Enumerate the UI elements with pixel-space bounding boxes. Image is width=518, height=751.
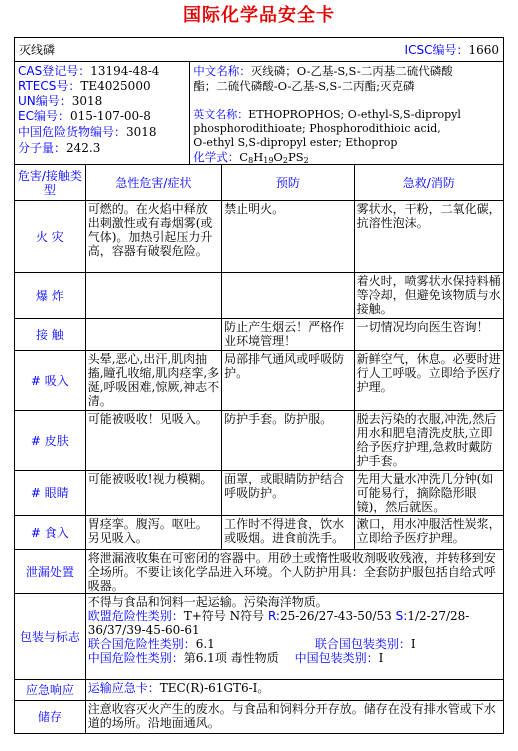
name-row — [15, 38, 503, 61]
table-row: # 皮肤 可能被吸收！见吸入。 防护手套。防护服。 脱去污染的衣服,冲洗,然后用水和肥皂清洗皮肤,立即给予医疗护理,急救时戴防护手套。 — [15, 410, 503, 470]
rtecs-number: TE4025000 — [80, 79, 151, 93]
emergency-label: 应急响应 — [25, 683, 74, 697]
header-prevention: 预防 — [221, 165, 353, 200]
table-row: 接 触 防止产生烟云！严格作业环境管理！ 一切情况均向医生咨询！ — [15, 318, 503, 350]
eu-symbols: T+符号 N符号 — [183, 609, 268, 623]
names-block: 中文名称：灭线磷；O-乙基-S,S-二丙基二硫代磷酸 酯；二硫代磷酸-O-乙基-S,S-二丙酯;灭克磷 英文名称：ETHOPROPHOS; O-ethyl-S,S-dipropyl phosphorodithioate; Phosphorodithioic acid, O-ethyl S,S-dipropyl ester; Ethoprop 化学式：$C_8H_{19}O_2PS_2$ — [189, 62, 503, 164]
storage-text: 注意收容灭火产生的废水。与食品和饲料分开存放。储存在没有排水管或下水道的场所。沿地面通风。 — [85, 701, 503, 733]
transport-emergency-card: TEC(R)-61GT6-I。 — [159, 681, 270, 695]
un-packing-group: I — [410, 637, 416, 651]
safety-card-table — [14, 37, 504, 734]
identifiers-row — [15, 61, 503, 164]
table-header — [15, 164, 503, 200]
r-phrases: 25-26/27-43-50/53 — [279, 609, 396, 623]
table-row: # 吸入 头晕,恶心,出汗,肌肉抽搐,瞳孔收缩,肌肉痉挛,多涎,呼吸困难,惊厥,神志不清。 局部排气通风或呼吸防护。 新鲜空气，休息。必要时进行人工呼吸。立即给予医疗护理。 — [15, 350, 503, 410]
chemical-name: 灭线磷 — [19, 42, 56, 57]
row-type-skin: # 皮肤 — [30, 433, 69, 448]
packaging-label: 包装与标志 — [19, 629, 80, 644]
s-phrases: 1/2-27/28-36/37/39-45-60-61 — [87, 609, 470, 637]
china-dangerous-goods-number: 3018 — [126, 125, 157, 139]
english-name-line1: ETHOPROPHOS; O-ethyl-S,S-dipropyl — [248, 108, 461, 121]
row-type-fire: 火 灾 — [35, 229, 64, 244]
row-type-inhalation: # 吸入 — [30, 373, 69, 388]
un-number: 3018 — [71, 94, 103, 108]
china-hazard-class: 第6.1项 毒性物质 — [183, 651, 279, 665]
row-type-eyes: # 眼睛 — [30, 486, 69, 500]
icsc-label: ICSC编号： — [404, 42, 469, 57]
chinese-name-line2: 酯；二硫代磷酸-O-乙基-S,S-二丙酯;灭克磷 — [193, 79, 415, 93]
packaging-details: 不得与食品和饲料一起运输。污染海洋物质。 欧盟危险性类别：T+符号 N符号 R:25-26/27-43-50/53 S:1/2-27/28-36/37/39-45-60-61 联合国危险性类别：6.1 联合国包装类别：I 中国危险性类别：第6.1项 毒性物质 中国包装类别：I — [85, 594, 503, 679]
cas-number: 13194-48-4 — [90, 64, 160, 78]
leak-text: 将泄漏液收集在可密闭的容器中。用砂土或惰性吸收剂吸收残液，并转移到安全场所。不要让该化学品进入环境。个人防护用具：全套防护服包括自给式呼吸器。 — [85, 550, 503, 593]
packaging-row — [15, 593, 503, 679]
table-row: 爆 炸 着火时，喷雾状水保持料桶等冷却，但避免该物质与水接触。 — [15, 272, 503, 318]
header-hazard: 急性危害/症状 — [85, 165, 221, 200]
row-type-explosion: 爆 炸 — [35, 288, 64, 303]
leak-label: 泄漏处置 — [25, 564, 74, 579]
header-first-aid: 急救/消防 — [354, 165, 503, 200]
molecular-weight: 242.3 — [66, 141, 101, 155]
row-type-contact: 接 触 — [35, 327, 64, 342]
chemical-formula: 化学式：$C_8H_{19}O_2PS_2$ — [193, 150, 309, 164]
identifier-list: CAS登记号：13194-48-4 RTECS号：TE4025000 UN编号：3018 EC编号：015-107-00-8 中国危险货物编号：3018 分子量：242.3 — [18, 64, 160, 155]
table-row: # 眼睛 可能被吸收!视力模糊。 面罩，或眼睛防护结合呼吸防护。 先用大量水冲洗几分钟(如可能易行，摘除隐形眼镜)，然后就医。 — [15, 470, 503, 515]
english-name-line2: phosphorodithioate; Phosphorodithioic acid, — [193, 122, 441, 135]
emergency-row: 应急响应 运输应急卡：TEC(R)-61GT6-I。 — [15, 679, 503, 700]
table-row: 火 灾 可燃的。在火焰中释放出刺激性或有毒烟雾(或气体)。加热引起压力升高，容器有破裂危险。 禁止明火。 雾状水，干粉，二氧化碳，抗溶性泡沫。 — [15, 200, 503, 272]
card-title: 国际化学品安全卡 — [183, 5, 335, 26]
icsc-value: 1660 — [468, 42, 499, 57]
row-type-ingestion: # 食入 — [30, 525, 69, 540]
china-packing-group: I — [378, 651, 384, 665]
header-type: 危害/接触类型 — [17, 168, 82, 197]
chinese-name-line1: 灭线磷；O-乙基-S,S-二丙基二硫代磷酸 — [250, 64, 453, 78]
storage-label: 储存 — [37, 710, 62, 724]
leak-row — [15, 549, 503, 593]
un-hazard-class: 6.1 — [195, 637, 215, 651]
english-name-line3: O-ethyl S,S-dipropyl ester; Ethoprop — [193, 136, 398, 149]
table-row: # 食入 胃痉挛。腹泻。呕吐。另见吸入。 工作时不得进食，饮水或吸烟。进食前洗手。 漱口，用水冲服活性炭浆，立即给予医疗护理。 — [15, 515, 503, 549]
ec-number: 015-107-00-8 — [69, 109, 151, 123]
storage-row — [15, 700, 503, 733]
